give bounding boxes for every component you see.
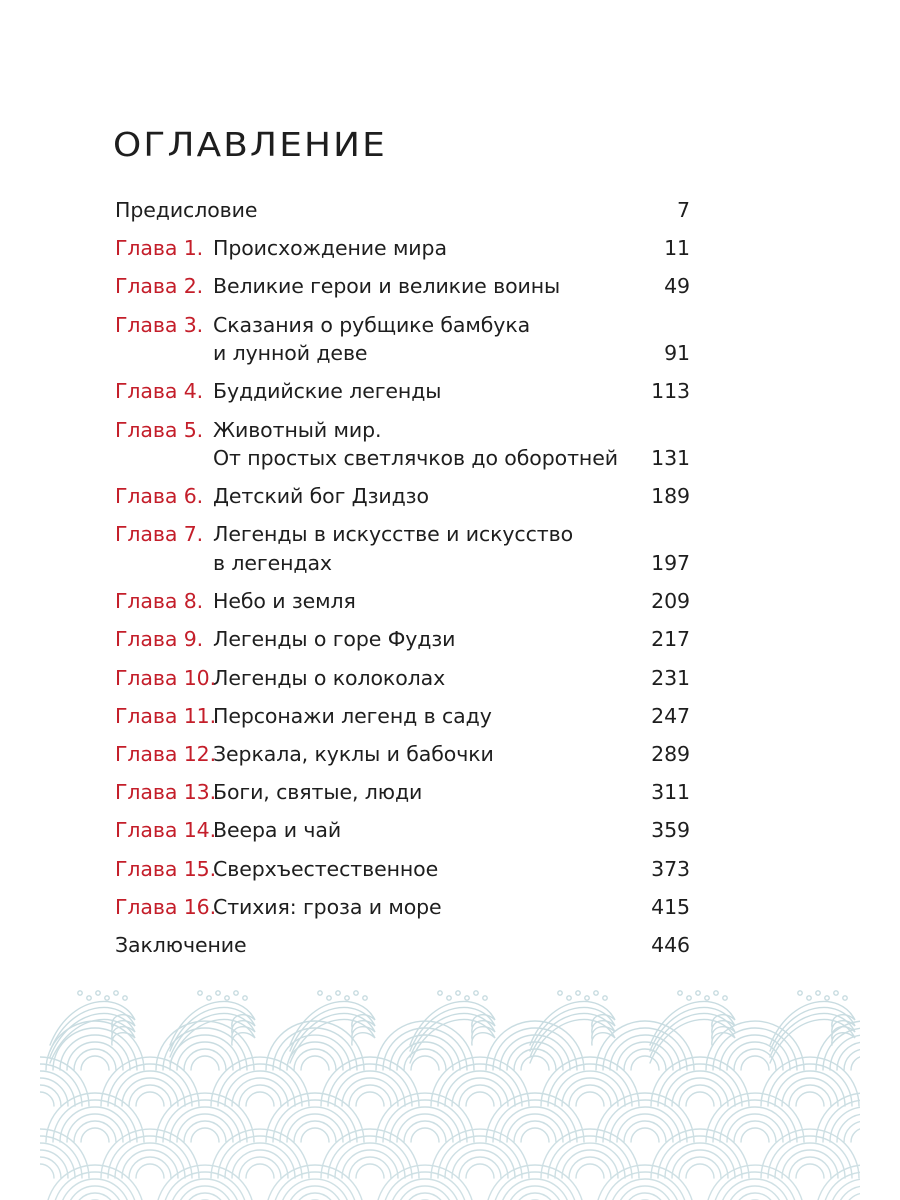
page-number: 359	[651, 818, 690, 843]
title-text: ОГЛАВЛЕНИЕ	[113, 125, 387, 164]
page-number: 197	[651, 550, 690, 575]
page-number: 11	[664, 236, 690, 261]
page-number: 373	[651, 856, 690, 881]
page-number: 189	[651, 484, 690, 509]
page-number: 311	[651, 780, 690, 805]
chapter-title-line: Заключение	[115, 932, 247, 957]
page-number: 49	[664, 274, 690, 299]
chapter-title-line: Веера и чай	[213, 818, 342, 843]
chapter-label: Глава 16.	[115, 894, 217, 919]
chapter-title-line: Зеркала, куклы и бабочки	[213, 741, 494, 766]
toc-entry[interactable]	[115, 311, 690, 368]
page-title	[113, 122, 393, 166]
chapter-label: Глава 2.	[115, 274, 204, 299]
wave-pattern-decoration	[40, 985, 860, 1200]
toc-entry[interactable]	[115, 196, 690, 225]
page-number: 231	[651, 665, 690, 690]
page-number: 7	[677, 198, 690, 222]
chapter-label: Глава 11.	[115, 703, 217, 728]
chapter-label: Глава 3.	[115, 312, 204, 337]
toc-entry[interactable]	[115, 855, 690, 884]
toc-entry[interactable]	[115, 272, 690, 301]
toc-entry[interactable]	[115, 482, 690, 511]
toc-entry[interactable]	[115, 778, 690, 807]
chapter-title-line: Сверхъестественное	[213, 856, 439, 881]
chapter-label: Глава 13.	[115, 780, 217, 805]
chapter-title-line: Легенды о колоколах	[213, 665, 446, 690]
page-number: 446	[651, 932, 690, 957]
page-number: 91	[664, 341, 690, 366]
toc-entry[interactable]	[115, 740, 690, 769]
chapter-title-line: Стихия: гроза и море	[213, 894, 442, 919]
page-number: 217	[651, 627, 690, 652]
page-number: 415	[651, 894, 690, 919]
page-number: 209	[651, 589, 690, 614]
chapter-title-line: и лунной деве	[213, 341, 368, 366]
chapter-title-line: От простых светлячков до оборотней	[213, 446, 618, 470]
chapter-title-line: Детский бог Дзидзо	[213, 484, 429, 509]
chapter-label: Глава 9.	[115, 627, 204, 652]
toc-entry[interactable]	[115, 664, 690, 693]
title-lettering	[113, 122, 393, 166]
chapter-title-line: Буддийские легенды	[213, 379, 442, 404]
page-number: 289	[651, 741, 690, 766]
chapter-label: Глава 5.	[115, 417, 204, 442]
toc-entry[interactable]	[115, 587, 690, 616]
toc-entry[interactable]	[115, 520, 690, 577]
chapter-title-line: Происхождение мира	[213, 236, 447, 261]
chapter-title-line: Легенды о горе Фудзи	[213, 627, 456, 652]
chapter-label: Глава 4.	[115, 379, 204, 404]
wave-fade	[40, 985, 860, 1200]
page-number: 113	[651, 379, 690, 404]
toc-entry[interactable]	[115, 234, 690, 263]
chapter-label: Глава 6.	[115, 484, 204, 509]
chapter-title-line: Сказания о рубщике бамбука	[213, 312, 531, 337]
chapter-title-line: в легендах	[213, 550, 332, 575]
chapter-label: Глава 10.	[115, 665, 217, 690]
chapter-label: Глава 15.	[115, 856, 217, 881]
page-number: 247	[651, 703, 690, 728]
chapter-label: Глава 12.	[115, 741, 217, 766]
chapter-label: Глава 8.	[115, 589, 204, 614]
toc-entry[interactable]	[115, 377, 690, 406]
toc-entry[interactable]	[115, 625, 690, 654]
chapter-title-line: Животный мир.	[213, 417, 382, 442]
page-number: 131	[651, 446, 690, 470]
toc-entry[interactable]	[115, 893, 690, 922]
toc-entry[interactable]	[115, 702, 690, 731]
toc-entry[interactable]	[115, 416, 690, 473]
toc-entry[interactable]	[115, 816, 690, 845]
chapter-label: Глава 14.	[115, 818, 217, 843]
chapter-title-line: Легенды в искусстве и искусство	[213, 522, 574, 547]
chapter-title-line: Предисловие	[115, 198, 258, 222]
chapter-title-line: Великие герои и великие воины	[213, 274, 561, 299]
chapter-title-line: Боги, святые, люди	[213, 780, 423, 805]
chapter-title-line: Персонажи легенд в саду	[213, 703, 492, 728]
chapter-label: Глава 1.	[115, 236, 204, 261]
toc-entry[interactable]	[115, 931, 690, 960]
chapter-label: Глава 7.	[115, 522, 204, 547]
chapter-title-line: Небо и земля	[213, 589, 356, 614]
